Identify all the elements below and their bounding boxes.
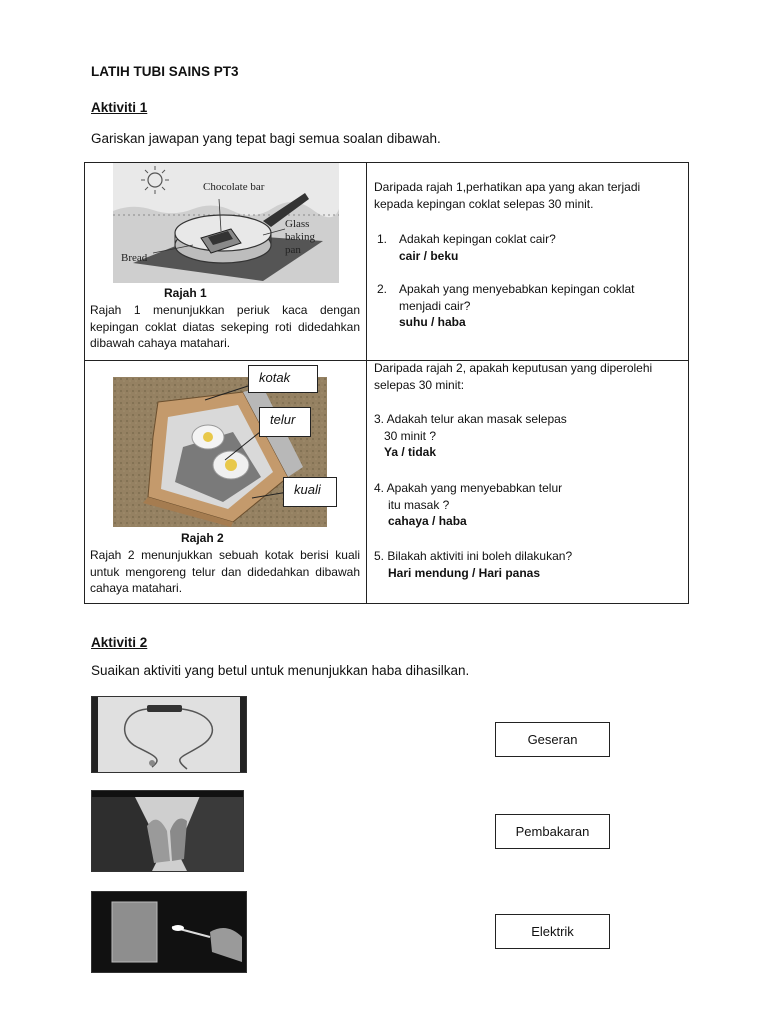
question-3-line1: 3. Adakah telur akan masak selepas bbox=[374, 412, 567, 426]
figure2-label-kuali: kuali bbox=[283, 477, 337, 507]
option-geseran[interactable]: Geseran bbox=[495, 722, 610, 757]
figure1-label-baking: baking bbox=[285, 231, 315, 243]
table-divider-vertical bbox=[366, 162, 367, 604]
figure1-label-bread: Bread bbox=[121, 252, 148, 264]
question-2-number: 2. bbox=[377, 282, 388, 296]
question-2 bbox=[377, 281, 677, 331]
option-pembakaran[interactable]: Pembakaran bbox=[495, 814, 610, 849]
page-title: LATIH TUBI SAINS PT3 bbox=[91, 64, 239, 79]
section2-intro: Daripada rajah 2, apakah keputusan yang diperolehi selepas 30 minit: bbox=[374, 361, 653, 392]
figure1-label-glass: Glass bbox=[285, 218, 310, 230]
question-1-answer: cair / beku bbox=[399, 248, 459, 263]
figure1-image bbox=[113, 163, 339, 283]
figure2-label-kotak: kotak bbox=[248, 365, 318, 393]
question-4-line2: itu masak ? bbox=[388, 497, 450, 512]
activity1-heading: Aktiviti 1 bbox=[91, 100, 148, 115]
question-2-answer: suhu / haba bbox=[399, 315, 466, 329]
question-3-line2: 30 minit ? bbox=[384, 428, 437, 443]
question-4 bbox=[374, 480, 674, 530]
activity2-instruction: Suaikan aktiviti yang betul untuk menunjukkan haba dihasilkan. bbox=[91, 663, 470, 678]
activity1-instruction: Gariskan jawapan yang tepat bagi semua soalan dibawah. bbox=[91, 131, 441, 146]
question-3 bbox=[374, 411, 674, 461]
question-3-answer: Ya / tidak bbox=[384, 445, 437, 459]
activity2-photo-hands bbox=[91, 790, 244, 872]
question-1-number: 1. bbox=[377, 232, 388, 246]
activity2-photo-wire bbox=[91, 696, 247, 773]
question-5 bbox=[374, 548, 674, 581]
figure1-label-chocolate: Chocolate bar bbox=[203, 181, 265, 193]
figure2-label-telur: telur bbox=[259, 407, 311, 437]
figure2-description: Rajah 2 menunjukkan sebuah kotak berisi kuali untuk mengoreng telur dan didedahkan dibawah cahaya matahari. bbox=[90, 548, 360, 595]
question-1-text: Adakah kepingan coklat cair? bbox=[399, 232, 556, 246]
activity2-photo-match bbox=[91, 891, 247, 973]
question-2-text: Apakah yang menyebabkan kepingan coklat menjadi cair? bbox=[399, 282, 635, 313]
figure1-caption: Rajah 1 bbox=[164, 286, 207, 300]
figure2-caption: Rajah 2 bbox=[181, 531, 224, 545]
question-4-line1: 4. Apakah yang menyebabkan telur bbox=[374, 481, 563, 495]
option-elektrik[interactable]: Elektrik bbox=[495, 914, 610, 949]
figure1-description: Rajah 1 menunjukkan periuk kaca dengan kepingan coklat diatas sekeping roti didedahkan dibawah cahaya matahari. bbox=[90, 303, 360, 350]
section1-intro: Daripada rajah 1,perhatikan apa yang akan terjadi kepada kepingan coklat selepas 30 minit. bbox=[374, 180, 641, 211]
question-1 bbox=[377, 231, 677, 264]
figure1-label-pan: pan bbox=[285, 244, 301, 256]
activity2-heading: Aktiviti 2 bbox=[91, 635, 148, 650]
question-5-line1: 5. Bilakah aktiviti ini boleh dilakukan? bbox=[374, 549, 573, 563]
question-5-answer: Hari mendung / Hari panas bbox=[388, 565, 541, 580]
question-4-answer: cahaya / haba bbox=[388, 514, 467, 528]
